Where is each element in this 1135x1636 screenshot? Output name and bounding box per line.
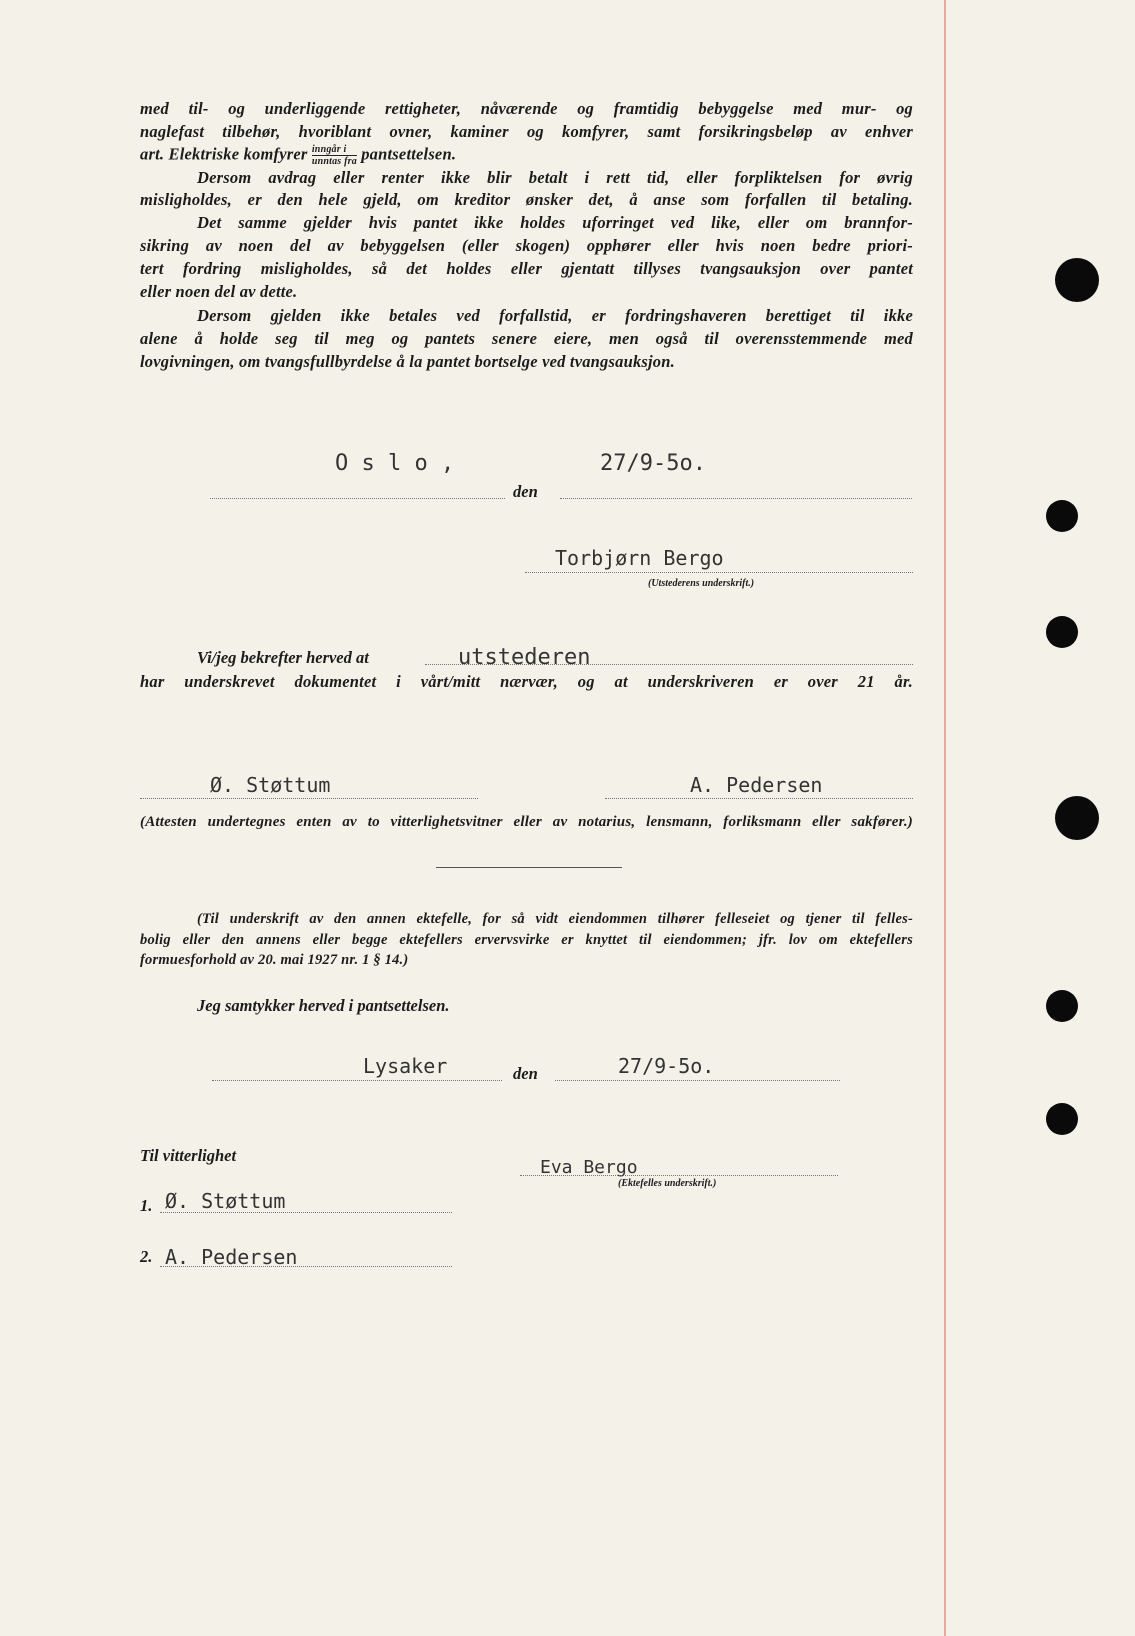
frac-top: inngår i xyxy=(312,144,357,156)
witness-line xyxy=(160,1266,452,1267)
text-line: sikring av noen del av bebyggelsen (eller skogen) opphører eller hvis noen bedre priori- xyxy=(140,236,913,255)
text-line xyxy=(140,144,913,167)
text-line: Det samme gjelder hvis pantet ikke holdes uforringet ved like, eller om brannfor- xyxy=(197,213,913,232)
witness-1: Ø. Støttum xyxy=(210,773,331,797)
text: pantsettelsen. xyxy=(361,144,457,164)
date-line xyxy=(555,1080,840,1081)
place-line xyxy=(210,498,505,499)
signature-line xyxy=(520,1175,838,1176)
consent-date: 27/9-5o. xyxy=(618,1054,715,1078)
signature-line xyxy=(525,572,913,573)
consent-text: Jeg samtykker herved i pantsettelsen. xyxy=(197,996,450,1015)
witness-line xyxy=(140,798,478,799)
text: art. Elektriske komfyrer xyxy=(140,144,308,164)
text-line: med til- og underliggende rettigheter, nåværende og framtidig bebyggelse med mur- og xyxy=(140,99,913,118)
consent-place: Lysaker xyxy=(363,1054,448,1078)
divider xyxy=(436,867,622,868)
text-line: eller noen del av dette. xyxy=(140,282,298,301)
witness-label: Til vitterlighet xyxy=(140,1146,237,1165)
witness-line xyxy=(160,1212,452,1213)
witness-line xyxy=(605,798,913,799)
place-line xyxy=(212,1080,502,1081)
text-line: naglefast tilbehør, hvoriblant ovner, kaminer og komfyrer, samt forsikringsbeløp av enhver xyxy=(140,122,913,141)
attest-text: Vi/jeg bekrefter herved at xyxy=(197,648,369,667)
attest-line xyxy=(425,664,913,665)
frac-bottom: unntas fra xyxy=(311,156,357,167)
text-line: har underskrevet dokumentet i vårt/mitt nærvær, og at underskriveren er over 21 år. xyxy=(140,672,913,691)
punch-hole xyxy=(1046,1103,1078,1135)
text-line: alene å holde seg til meg og pantets senere eiere, men også til overensstemmende med xyxy=(140,329,913,348)
den-label: den xyxy=(513,482,538,501)
punch-hole xyxy=(1046,500,1078,532)
spouse-caption: (Ektefelles underskrift.) xyxy=(618,1178,717,1189)
spouse-note: (Til underskrift av den annen ektefelle, for så vidt eiendommen tilhører felleseiet og tjener til felles- xyxy=(197,911,913,927)
punch-hole xyxy=(1046,616,1078,648)
text-line: misligholdes, er den hele gjeld, om kreditor ønsker det, å anse som forfallen til betaling. xyxy=(140,190,913,209)
witness-num: 2. xyxy=(140,1247,153,1266)
text-line: tert fordring misligholdes, så det holdes eller gjentatt tillyses tvangsauksjon over pantet xyxy=(140,259,913,278)
issue-date: 27/9-5o. xyxy=(600,451,706,476)
attest-filled: utstederen xyxy=(458,645,591,670)
witness-2: A. Pedersen xyxy=(690,773,823,797)
text-line: Dersom avdrag eller renter ikke blir betalt i rett tid, eller forpliktelsen for øvrig xyxy=(197,168,913,187)
consent-witness-1: Ø. Støttum xyxy=(165,1189,286,1213)
date-line xyxy=(560,498,912,499)
text-line: lovgivningen, om tvangsfullbyrdelse å la pantet bortselge ved tvangsauksjon. xyxy=(140,352,675,371)
den-label: den xyxy=(513,1064,538,1083)
issuer-caption: (Utstederens underskrift.) xyxy=(648,578,755,589)
punch-hole xyxy=(1046,990,1078,1022)
issue-place: O s l o , xyxy=(335,451,455,476)
margin-rule xyxy=(944,0,946,1636)
spouse-signature: Eva Bergo xyxy=(540,1157,638,1178)
spouse-note: formuesforhold av 20. mai 1927 nr. 1 § 14.) xyxy=(140,952,409,968)
witness-num: 1. xyxy=(140,1196,153,1215)
text-line: Dersom gjelden ikke betales ved forfallstid, er fordringshaveren berettiget til ikke xyxy=(197,306,913,325)
punch-hole xyxy=(1055,796,1099,840)
consent-witness-2: A. Pedersen xyxy=(165,1245,298,1269)
punch-hole xyxy=(1055,258,1099,302)
issuer-signature: Torbjørn Bergo xyxy=(555,546,724,570)
fraction xyxy=(312,144,357,167)
attest-note: (Attesten undertegnes enten av to vitterlighetsvitner eller av notarius, lensmann, forliksmann eller sakfører.) xyxy=(140,814,913,830)
spouse-note: bolig eller den annens eller begge ektefellers ervervsvirke er knyttet til eiendommen; jfr. lov om ektefellers xyxy=(140,932,913,948)
